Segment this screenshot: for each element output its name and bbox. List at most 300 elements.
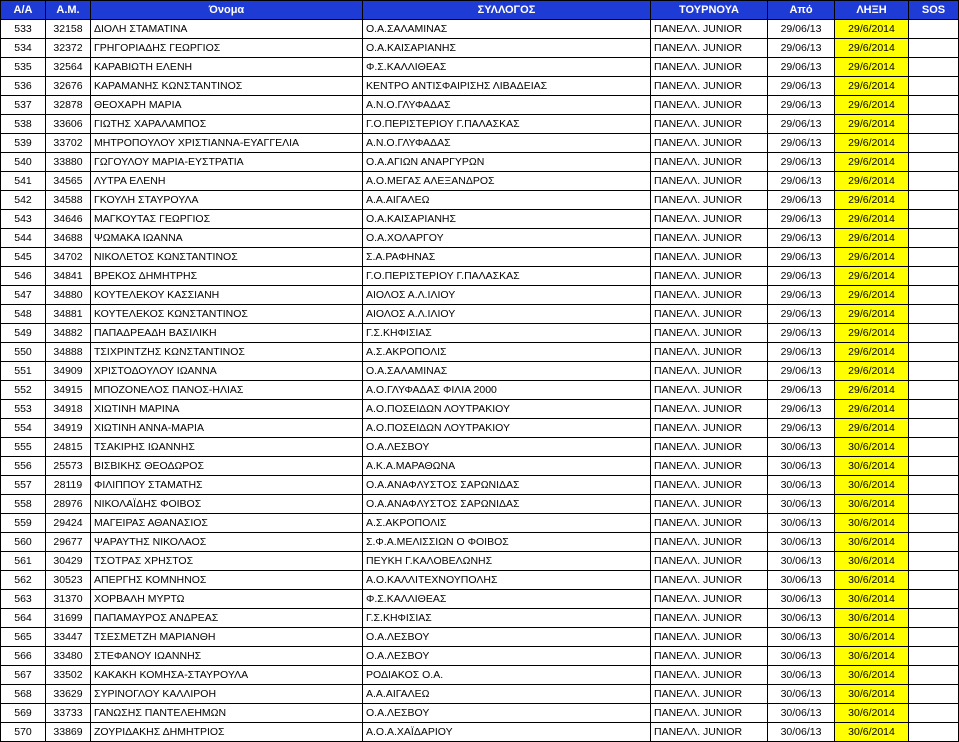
cell-from: 29/06/13 [768, 77, 835, 96]
cell-from: 30/06/13 [768, 628, 835, 647]
header-club: ΣΥΛΛΟΓΟΣ [363, 1, 651, 20]
cell-aa: 556 [1, 457, 46, 476]
table-row [1, 267, 959, 286]
cell-sos [909, 438, 959, 457]
cell-from: 29/06/13 [768, 305, 835, 324]
cell-sos [909, 514, 959, 533]
cell-sos [909, 20, 959, 39]
cell-name: ΜΑΓΚΟΥΤΑΣ ΓΕΩΡΓΙΟΣ [91, 210, 363, 229]
cell-from: 29/06/13 [768, 172, 835, 191]
cell-tournament: ΠΑΝΕΛΛ. JUNIOR [651, 229, 768, 248]
cell-tournament: ΠΑΝΕΛΛ. JUNIOR [651, 552, 768, 571]
cell-from: 29/06/13 [768, 343, 835, 362]
cell-tournament: ΠΑΝΕΛΛ. JUNIOR [651, 457, 768, 476]
cell-sos [909, 590, 959, 609]
cell-end: 30/6/2014 [835, 723, 909, 742]
cell-name: ΚΑΡΑΒΙΩΤΗ ΕΛΕΝΗ [91, 58, 363, 77]
cell-end: 29/6/2014 [835, 191, 909, 210]
cell-tournament: ΠΑΝΕΛΛ. JUNIOR [651, 647, 768, 666]
table-row [1, 229, 959, 248]
cell-club: ΚΕΝΤΡΟ ΑΝΤΙΣΦΑΙΡΙΣΗΣ ΛΙΒΑΔΕΙΑΣ [363, 77, 651, 96]
cell-tournament: ΠΑΝΕΛΛ. JUNIOR [651, 723, 768, 742]
cell-name: ΠΑΠΑΜΑΥΡΟΣ ΑΝΔΡΕΑΣ [91, 609, 363, 628]
cell-am: 32878 [46, 96, 91, 115]
table-row [1, 286, 959, 305]
cell-name: ΜΑΓΕΙΡΑΣ ΑΘΑΝΑΣΙΟΣ [91, 514, 363, 533]
cell-end: 30/6/2014 [835, 533, 909, 552]
cell-name: ΧΡΙΣΤΟΔΟΥΛΟΥ ΙΩΑΝΝΑ [91, 362, 363, 381]
cell-sos [909, 229, 959, 248]
cell-sos [909, 305, 959, 324]
cell-from: 30/06/13 [768, 590, 835, 609]
cell-end: 29/6/2014 [835, 20, 909, 39]
table-row [1, 419, 959, 438]
cell-sos [909, 381, 959, 400]
cell-tournament: ΠΑΝΕΛΛ. JUNIOR [651, 324, 768, 343]
cell-club: Α.Κ.Α.ΜΑΡΑΘΩΝΑ [363, 457, 651, 476]
cell-aa: 558 [1, 495, 46, 514]
cell-aa: 555 [1, 438, 46, 457]
cell-am: 28119 [46, 476, 91, 495]
cell-club: Α.Ο.ΠΟΣΕΙΔΩΝ ΛΟΥΤΡΑΚΙΟΥ [363, 419, 651, 438]
cell-club: Α.Σ.ΑΚΡΟΠΟΛΙΣ [363, 343, 651, 362]
cell-club: Α.Ν.Ο.ΓΛΥΦΑΔΑΣ [363, 96, 651, 115]
table-row [1, 20, 959, 39]
table-row [1, 248, 959, 267]
table-row [1, 647, 959, 666]
cell-club: Α.Ο.ΓΛΥΦΑΔΑΣ ΦΙΛΙΑ 2000 [363, 381, 651, 400]
cell-from: 30/06/13 [768, 685, 835, 704]
cell-tournament: ΠΑΝΕΛΛ. JUNIOR [651, 666, 768, 685]
cell-from: 29/06/13 [768, 248, 835, 267]
cell-tournament: ΠΑΝΕΛΛ. JUNIOR [651, 609, 768, 628]
cell-sos [909, 286, 959, 305]
cell-name: ΓΑΝΩΣΗΣ ΠΑΝΤΕΛΕΗΜΩΝ [91, 704, 363, 723]
cell-from: 29/06/13 [768, 286, 835, 305]
cell-from: 29/06/13 [768, 39, 835, 58]
cell-aa: 559 [1, 514, 46, 533]
cell-aa: 557 [1, 476, 46, 495]
cell-from: 30/06/13 [768, 609, 835, 628]
cell-name: ΚΟΥΤΕΛΕΚΟΣ ΚΩΝΣΤΑΝΤΙΝΟΣ [91, 305, 363, 324]
cell-name: ΚΟΥΤΕΛΕΚΟΥ ΚΑΣΣΙΑΝΗ [91, 286, 363, 305]
table-row [1, 704, 959, 723]
cell-club: Ο.Α.ΣΑΛΑΜΙΝΑΣ [363, 362, 651, 381]
table-row [1, 476, 959, 495]
cell-tournament: ΠΑΝΕΛΛ. JUNIOR [651, 134, 768, 153]
cell-am: 24815 [46, 438, 91, 457]
cell-end: 29/6/2014 [835, 229, 909, 248]
cell-aa: 567 [1, 666, 46, 685]
cell-am: 29424 [46, 514, 91, 533]
cell-sos [909, 457, 959, 476]
cell-name: ΧΟΡΒΑΛΗ ΜΥΡΤΩ [91, 590, 363, 609]
cell-tournament: ΠΑΝΕΛΛ. JUNIOR [651, 514, 768, 533]
table-row [1, 590, 959, 609]
cell-am: 25573 [46, 457, 91, 476]
cell-am: 34919 [46, 419, 91, 438]
cell-name: ΓΙΩΤΗΣ ΧΑΡΑΛΑΜΠΟΣ [91, 115, 363, 134]
table-row [1, 685, 959, 704]
cell-am: 34588 [46, 191, 91, 210]
cell-sos [909, 628, 959, 647]
header-sos: SOS [909, 1, 959, 20]
cell-club: ΠΕΥΚΗ Γ.ΚΑΛΟΒΕΛΩΝΗΣ [363, 552, 651, 571]
cell-end: 30/6/2014 [835, 552, 909, 571]
cell-tournament: ΠΑΝΕΛΛ. JUNIOR [651, 476, 768, 495]
cell-sos [909, 134, 959, 153]
cell-aa: 566 [1, 647, 46, 666]
cell-tournament: ΠΑΝΕΛΛ. JUNIOR [651, 96, 768, 115]
cell-tournament: ΠΑΝΕΛΛ. JUNIOR [651, 20, 768, 39]
cell-am: 33869 [46, 723, 91, 742]
cell-from: 29/06/13 [768, 400, 835, 419]
cell-end: 30/6/2014 [835, 628, 909, 647]
cell-end: 30/6/2014 [835, 457, 909, 476]
cell-am: 33447 [46, 628, 91, 647]
cell-end: 29/6/2014 [835, 248, 909, 267]
table-row [1, 400, 959, 419]
cell-aa: 544 [1, 229, 46, 248]
cell-am: 34909 [46, 362, 91, 381]
cell-end: 29/6/2014 [835, 77, 909, 96]
cell-am: 30429 [46, 552, 91, 571]
table-row [1, 210, 959, 229]
cell-aa: 541 [1, 172, 46, 191]
cell-club: Ο.Α.ΛΕΣΒΟΥ [363, 647, 651, 666]
cell-am: 29677 [46, 533, 91, 552]
cell-aa: 560 [1, 533, 46, 552]
table-row [1, 533, 959, 552]
cell-from: 29/06/13 [768, 381, 835, 400]
cell-tournament: ΠΑΝΕΛΛ. JUNIOR [651, 685, 768, 704]
cell-club: ΑΙΟΛΟΣ Α.Λ.ΙΛΙΟΥ [363, 286, 651, 305]
cell-club: Ο.Α.ΚΑΙΣΑΡΙΑΝΗΣ [363, 210, 651, 229]
cell-am: 33702 [46, 134, 91, 153]
cell-sos [909, 210, 959, 229]
cell-club: Α.Ο.ΜΕΓΑΣ ΑΛΕΞΑΝΔΡΟΣ [363, 172, 651, 191]
cell-from: 29/06/13 [768, 153, 835, 172]
cell-end: 30/6/2014 [835, 647, 909, 666]
cell-aa: 534 [1, 39, 46, 58]
cell-name: ΣΤΕΦΑΝΟΥ ΙΩΑΝΝΗΣ [91, 647, 363, 666]
cell-sos [909, 400, 959, 419]
cell-end: 29/6/2014 [835, 419, 909, 438]
cell-tournament: ΠΑΝΕΛΛ. JUNIOR [651, 343, 768, 362]
cell-aa: 540 [1, 153, 46, 172]
cell-tournament: ΠΑΝΕΛΛ. JUNIOR [651, 628, 768, 647]
table-row [1, 115, 959, 134]
cell-am: 34918 [46, 400, 91, 419]
cell-tournament: ΠΑΝΕΛΛ. JUNIOR [651, 438, 768, 457]
cell-club: Φ.Σ.ΚΑΛΛΙΘΕΑΣ [363, 58, 651, 77]
cell-tournament: ΠΑΝΕΛΛ. JUNIOR [651, 704, 768, 723]
cell-am: 33606 [46, 115, 91, 134]
cell-sos [909, 571, 959, 590]
cell-name: ΤΣΙΧΡΙΝΤΖΗΣ ΚΩΝΣΤΑΝΤΙΝΟΣ [91, 343, 363, 362]
cell-name: ΓΩΓΟΥΛΟΥ ΜΑΡΙΑ-ΕΥΣΤΡΑΤΙΑ [91, 153, 363, 172]
header-row [1, 1, 959, 20]
cell-am: 30523 [46, 571, 91, 590]
cell-from: 29/06/13 [768, 134, 835, 153]
cell-club: ΑΙΟΛΟΣ Α.Λ.ΙΛΙΟΥ [363, 305, 651, 324]
header-name: Όνομα [91, 1, 363, 20]
table-row [1, 343, 959, 362]
cell-from: 30/06/13 [768, 704, 835, 723]
cell-club: Γ.Σ.ΚΗΦΙΣΙΑΣ [363, 609, 651, 628]
table-row [1, 39, 959, 58]
cell-aa: 568 [1, 685, 46, 704]
cell-from: 29/06/13 [768, 210, 835, 229]
cell-tournament: ΠΑΝΕΛΛ. JUNIOR [651, 419, 768, 438]
table-row [1, 381, 959, 400]
cell-end: 30/6/2014 [835, 685, 909, 704]
header-aa: Α/Α [1, 1, 46, 20]
cell-from: 30/06/13 [768, 647, 835, 666]
table-row [1, 495, 959, 514]
cell-from: 30/06/13 [768, 476, 835, 495]
cell-aa: 547 [1, 286, 46, 305]
cell-name: ΓΡΗΓΟΡΙΑΔΗΣ ΓΕΩΡΓΙΟΣ [91, 39, 363, 58]
cell-am: 34881 [46, 305, 91, 324]
cell-name: ΨΑΡΑΥΤΗΣ ΝΙΚΟΛΑΟΣ [91, 533, 363, 552]
cell-name: ΝΙΚΟΛΑΪΔΗΣ ΦΟΙΒΟΣ [91, 495, 363, 514]
header-from: Από [768, 1, 835, 20]
cell-name: ΧΙΩΤΙΝΗ ΜΑΡΙΝΑ [91, 400, 363, 419]
cell-aa: 535 [1, 58, 46, 77]
cell-end: 29/6/2014 [835, 39, 909, 58]
cell-end: 30/6/2014 [835, 609, 909, 628]
cell-club: Ο.Α.ΑΝΑΦΛΥΣΤΟΣ ΣΑΡΩΝΙΔΑΣ [363, 495, 651, 514]
cell-club: Γ.Ο.ΠΕΡΙΣΤΕΡΙΟΥ Γ.ΠΑΛΑΣΚΑΣ [363, 115, 651, 134]
cell-am: 34880 [46, 286, 91, 305]
cell-name: ΔΙΟΛΗ ΣΤΑΜΑΤΙΝΑ [91, 20, 363, 39]
cell-am: 34565 [46, 172, 91, 191]
cell-am: 32372 [46, 39, 91, 58]
cell-club: Α.Ν.Ο.ΓΛΥΦΑΔΑΣ [363, 134, 651, 153]
cell-name: ΑΠΕΡΓΗΣ ΚΟΜΝΗΝΟΣ [91, 571, 363, 590]
cell-end: 30/6/2014 [835, 476, 909, 495]
cell-end: 30/6/2014 [835, 666, 909, 685]
cell-club: Σ.Α.ΡΑΦΗΝΑΣ [363, 248, 651, 267]
cell-sos [909, 552, 959, 571]
table-row [1, 324, 959, 343]
cell-sos [909, 58, 959, 77]
cell-aa: 537 [1, 96, 46, 115]
cell-tournament: ΠΑΝΕΛΛ. JUNIOR [651, 495, 768, 514]
cell-end: 29/6/2014 [835, 267, 909, 286]
header-am: Α.Μ. [46, 1, 91, 20]
cell-club: Ο.Α.ΣΑΛΑΜΙΝΑΣ [363, 20, 651, 39]
table-row [1, 58, 959, 77]
cell-from: 29/06/13 [768, 324, 835, 343]
cell-from: 29/06/13 [768, 96, 835, 115]
cell-name: ΜΗΤΡΟΠΟΥΛΟΥ ΧΡΙΣΤΙΑΝΝΑ-ΕΥΑΓΓΕΛΙΑ [91, 134, 363, 153]
cell-am: 34888 [46, 343, 91, 362]
cell-am: 32676 [46, 77, 91, 96]
cell-name: ΘΕΟΧΑΡΗ ΜΑΡΙΑ [91, 96, 363, 115]
cell-name: ΖΟΥΡΙΔΑΚΗΣ ΔΗΜΗΤΡΙΟΣ [91, 723, 363, 742]
cell-end: 29/6/2014 [835, 400, 909, 419]
cell-sos [909, 115, 959, 134]
cell-sos [909, 685, 959, 704]
cell-end: 30/6/2014 [835, 438, 909, 457]
cell-end: 29/6/2014 [835, 362, 909, 381]
table-row [1, 457, 959, 476]
cell-aa: 538 [1, 115, 46, 134]
cell-aa: 570 [1, 723, 46, 742]
cell-name: ΚΑΡΑΜΑΝΗΣ ΚΩΝΣΤΑΝΤΙΝΟΣ [91, 77, 363, 96]
cell-club: Α.Ο.ΚΑΛΛΙΤΕΧΝΟΥΠΟΛΗΣ [363, 571, 651, 590]
cell-end: 29/6/2014 [835, 210, 909, 229]
cell-tournament: ΠΑΝΕΛΛ. JUNIOR [651, 58, 768, 77]
cell-name: ΤΣΑΚΙΡΗΣ ΙΩΑΝΝΗΣ [91, 438, 363, 457]
table-body [1, 20, 959, 742]
cell-name: ΠΑΠΑΔΡΕΑΔΗ ΒΑΣΙΛΙΚΗ [91, 324, 363, 343]
cell-aa: 554 [1, 419, 46, 438]
cell-tournament: ΠΑΝΕΛΛ. JUNIOR [651, 267, 768, 286]
cell-aa: 561 [1, 552, 46, 571]
cell-am: 33480 [46, 647, 91, 666]
cell-end: 29/6/2014 [835, 115, 909, 134]
cell-am: 31370 [46, 590, 91, 609]
cell-aa: 546 [1, 267, 46, 286]
cell-club: Ο.Α.ΚΑΙΣΑΡΙΑΝΗΣ [363, 39, 651, 58]
cell-sos [909, 704, 959, 723]
cell-aa: 553 [1, 400, 46, 419]
cell-from: 29/06/13 [768, 191, 835, 210]
cell-name: ΚΑΚΑΚΗ ΚΟΜΗΣΑ-ΣΤΑΥΡΟΥΛΑ [91, 666, 363, 685]
cell-sos [909, 495, 959, 514]
cell-tournament: ΠΑΝΕΛΛ. JUNIOR [651, 172, 768, 191]
table-row [1, 666, 959, 685]
cell-name: ΤΣΟΤΡΑΣ ΧΡΗΣΤΟΣ [91, 552, 363, 571]
header-end: ΛΗΞΗ [835, 1, 909, 20]
cell-name: ΦΙΛΙΠΠΟΥ ΣΤΑΜΑΤΗΣ [91, 476, 363, 495]
cell-tournament: ΠΑΝΕΛΛ. JUNIOR [651, 571, 768, 590]
cell-sos [909, 609, 959, 628]
cell-aa: 569 [1, 704, 46, 723]
cell-end: 29/6/2014 [835, 58, 909, 77]
table-row [1, 305, 959, 324]
cell-sos [909, 324, 959, 343]
cell-club: Φ.Σ.ΚΑΛΛΙΘΕΑΣ [363, 590, 651, 609]
table-row [1, 438, 959, 457]
cell-from: 30/06/13 [768, 514, 835, 533]
cell-sos [909, 647, 959, 666]
cell-name: ΨΩΜΑΚΑ ΙΩΑΝΝΑ [91, 229, 363, 248]
cell-end: 30/6/2014 [835, 704, 909, 723]
cell-aa: 548 [1, 305, 46, 324]
cell-tournament: ΠΑΝΕΛΛ. JUNIOR [651, 590, 768, 609]
table-row [1, 134, 959, 153]
cell-tournament: ΠΑΝΕΛΛ. JUNIOR [651, 305, 768, 324]
cell-aa: 542 [1, 191, 46, 210]
cell-tournament: ΠΑΝΕΛΛ. JUNIOR [651, 286, 768, 305]
cell-aa: 552 [1, 381, 46, 400]
cell-name: ΛΥΤΡΑ ΕΛΕΝΗ [91, 172, 363, 191]
table-row [1, 723, 959, 742]
cell-tournament: ΠΑΝΕΛΛ. JUNIOR [651, 115, 768, 134]
cell-from: 30/06/13 [768, 533, 835, 552]
cell-sos [909, 39, 959, 58]
cell-end: 29/6/2014 [835, 134, 909, 153]
cell-sos [909, 77, 959, 96]
cell-name: ΓΚΟΥΛΗ ΣΤΑΥΡΟΥΛΑ [91, 191, 363, 210]
cell-name: ΒΙΣΒΙΚΗΣ ΘΕΟΔΩΡΟΣ [91, 457, 363, 476]
cell-aa: 543 [1, 210, 46, 229]
cell-end: 30/6/2014 [835, 571, 909, 590]
cell-from: 29/06/13 [768, 58, 835, 77]
cell-end: 29/6/2014 [835, 381, 909, 400]
cell-am: 33629 [46, 685, 91, 704]
cell-tournament: ΠΑΝΕΛΛ. JUNIOR [651, 77, 768, 96]
cell-aa: 550 [1, 343, 46, 362]
cell-from: 29/06/13 [768, 362, 835, 381]
cell-club: Ο.Α.ΧΟΛΑΡΓΟΥ [363, 229, 651, 248]
cell-from: 29/06/13 [768, 115, 835, 134]
table-row [1, 571, 959, 590]
cell-am: 31699 [46, 609, 91, 628]
cell-club: Ο.Α.ΑΓΙΩΝ ΑΝΑΡΓΥΡΩΝ [363, 153, 651, 172]
cell-name: ΤΣΕΣΜΕΤΖΗ ΜΑΡΙΑΝΘΗ [91, 628, 363, 647]
cell-club: Γ.Σ.ΚΗΦΙΣΙΑΣ [363, 324, 651, 343]
cell-am: 32564 [46, 58, 91, 77]
cell-am: 34646 [46, 210, 91, 229]
cell-aa: 533 [1, 20, 46, 39]
cell-am: 32158 [46, 20, 91, 39]
cell-end: 29/6/2014 [835, 305, 909, 324]
cell-from: 30/06/13 [768, 457, 835, 476]
cell-sos [909, 191, 959, 210]
cell-club: Α.Ο.ΠΟΣΕΙΔΩΝ ΛΟΥΤΡΑΚΙΟΥ [363, 400, 651, 419]
cell-am: 34702 [46, 248, 91, 267]
cell-end: 29/6/2014 [835, 153, 909, 172]
table-row [1, 362, 959, 381]
cell-am: 34688 [46, 229, 91, 248]
table-row [1, 153, 959, 172]
cell-am: 33502 [46, 666, 91, 685]
cell-end: 29/6/2014 [835, 96, 909, 115]
cell-name: ΣΥΡΙΝΟΓΛΟΥ ΚΑΛΛΙΡΟΗ [91, 685, 363, 704]
cell-sos [909, 362, 959, 381]
cell-from: 29/06/13 [768, 229, 835, 248]
cell-sos [909, 476, 959, 495]
cell-am: 33880 [46, 153, 91, 172]
cell-aa: 536 [1, 77, 46, 96]
cell-sos [909, 533, 959, 552]
cell-club: Ο.Α.ΛΕΣΒΟΥ [363, 628, 651, 647]
cell-sos [909, 172, 959, 191]
cell-club: Α.Α.ΑΙΓΑΛΕΩ [363, 191, 651, 210]
cell-tournament: ΠΑΝΕΛΛ. JUNIOR [651, 191, 768, 210]
cell-end: 29/6/2014 [835, 172, 909, 191]
cell-sos [909, 153, 959, 172]
cell-sos [909, 343, 959, 362]
cell-end: 30/6/2014 [835, 514, 909, 533]
table-row [1, 609, 959, 628]
cell-from: 29/06/13 [768, 419, 835, 438]
cell-sos [909, 723, 959, 742]
cell-sos [909, 666, 959, 685]
cell-club: Ο.Α.ΛΕΣΒΟΥ [363, 438, 651, 457]
header-tournament: ΤΟΥΡΝΟΥΑ [651, 1, 768, 20]
cell-club: Ο.Α.ΛΕΣΒΟΥ [363, 704, 651, 723]
cell-am: 33733 [46, 704, 91, 723]
cell-from: 30/06/13 [768, 723, 835, 742]
cell-tournament: ΠΑΝΕΛΛ. JUNIOR [651, 153, 768, 172]
cell-end: 29/6/2014 [835, 286, 909, 305]
